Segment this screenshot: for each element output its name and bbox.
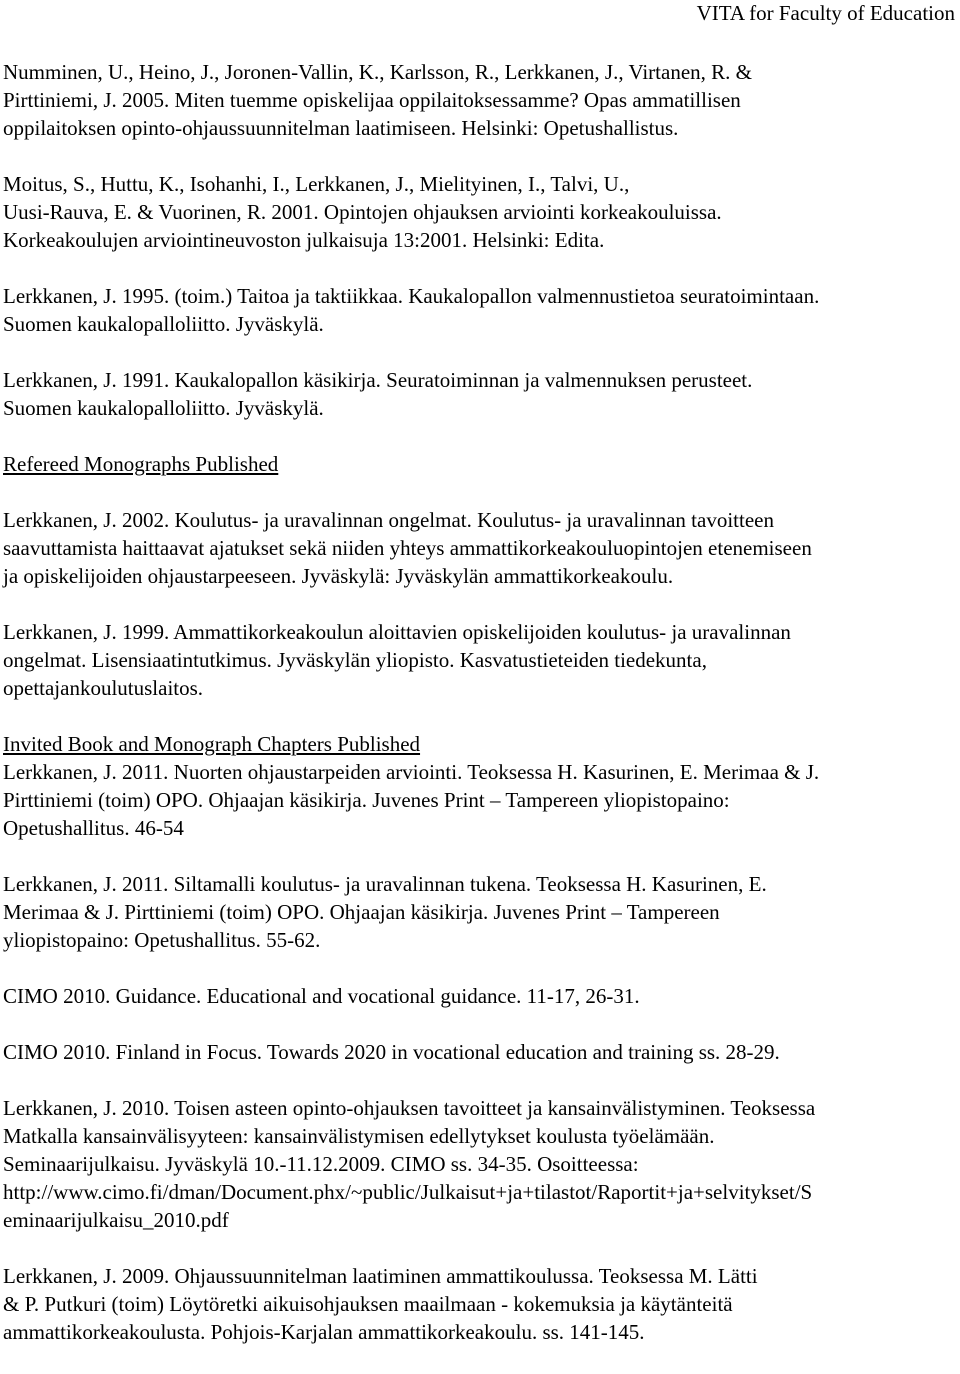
reference-entry [3,58,957,142]
reference-line: Matkalla kansainvälisyyteen: kansainvälistymisen edellytykset koulusta työelämään. [3,1124,715,1148]
section-heading-refereed-monographs: Refereed Monographs Published [3,452,279,476]
reference-entry [3,618,957,702]
reference-line: Opetushallitus. 46-54 [3,816,184,840]
reference-entry [3,1262,957,1346]
reference-line: Uusi-Rauva, E. & Vuorinen, R. 2001. Opintojen ohjauksen arviointi korkeakouluissa. [3,200,722,224]
reference-line: Lerkkanen, J. 2011. Siltamalli koulutus- ja uravalinnan tukena. Teoksessa H. Kasurinen, E. [3,872,767,896]
reference-entry [3,1038,957,1066]
document-body [3,58,957,1374]
reference-entry [3,282,957,338]
reference-line: Numminen, U., Heino, J., Joronen-Vallin, K., Karlsson, R., Lerkkanen, J., Virtanen, R. & [3,60,752,84]
reference-line: Lerkkanen, J. 1991. Kaukalopallon käsikirja. Seuratoiminnan ja valmennuksen perusteet. [3,368,753,392]
reference-line: Pirttiniemi, J. 2005. Miten tuemme opiskelijaa oppilaitoksessamme? Opas ammatillisen [3,88,741,112]
reference-entry [3,366,957,422]
reference-url-line: http://www.cimo.fi/dman/Document.phx/~public/Julkaisut+ja+tilastot/Raportit+ja+selvitykset/S [3,1180,813,1204]
reference-line: Suomen kaukalopalloliitto. Jyväskylä. [3,396,324,420]
running-header: VITA for Faculty of Education [696,1,955,25]
reference-entry [3,870,957,954]
reference-line: Lerkkanen, J. 1995. (toim.) Taitoa ja taktiikkaa. Kaukalopallon valmennustietoa seuratoimintaan. [3,284,820,308]
reference-line: Suomen kaukalopalloliitto. Jyväskylä. [3,312,324,336]
reference-entry [3,758,957,842]
reference-line: Lerkkanen, J. 2010. Toisen asteen opinto-ohjauksen tavoitteet ja kansainvälistyminen. Teoksessa [3,1096,816,1120]
reference-line: Lerkkanen, J. 2011. Nuorten ohjaustarpeiden arviointi. Teoksessa H. Kasurinen, E. Merimaa & J. [3,760,820,784]
reference-line: CIMO 2010. Finland in Focus. Towards 2020 in vocational education and training ss. 28-29. [3,1040,780,1064]
reference-line: saavuttamista haittaavat ajatukset sekä niiden yhteys ammattikorkeakouluopintojen etenemiseen [3,536,812,560]
reference-line: Lerkkanen, J. 2009. Ohjaussuunnitelman laatiminen ammattikoulussa. Teoksessa M. Lätti [3,1264,758,1288]
reference-line: Korkeakoulujen arviointineuvoston julkaisuja 13:2001. Helsinki: Edita. [3,228,605,252]
reference-line: Lerkkanen, J. 1999. Ammattikorkeakoulun aloittavien opiskelijoiden koulutus- ja uravalinnan [3,620,791,644]
reference-line: CIMO 2010. Guidance. Educational and vocational guidance. 11-17, 26-31. [3,984,640,1008]
reference-line: ongelmat. Lisensiaatintutkimus. Jyväskylän yliopisto. Kasvatustieteiden tiedekunta, [3,648,707,672]
reference-line: Pirttiniemi (toim) OPO. Ohjaajan käsikirja. Juvenes Print – Tampereen yliopistopaino: [3,788,730,812]
reference-entry [3,1094,957,1234]
reference-line: oppilaitoksen opinto-ohjaussuunnitelman laatimiseen. Helsinki: Opetushallistus. [3,116,679,140]
reference-line: yliopistopaino: Opetushallitus. 55-62. [3,928,321,952]
reference-line: Seminaarijulkaisu. Jyväskylä 10.-11.12.2009. CIMO ss. 34-35. Osoitteessa: [3,1152,639,1176]
reference-line: Moitus, S., Huttu, K., Isohanhi, I., Lerkkanen, J., Mielityinen, I., Talvi, U., [3,172,630,196]
section-heading-invited-chapters: Invited Book and Monograph Chapters Published [3,732,421,756]
reference-entry [3,982,957,1010]
reference-line: opettajankoulutuslaitos. [3,676,204,700]
reference-line: ja opiskelijoiden ohjaustarpeeseen. Jyväskylä: Jyväskylän ammattikorkeakoulu. [3,564,674,588]
reference-entry [3,170,957,254]
reference-line: & P. Putkuri (toim) Löytöretki aikuisohjauksen maailmaan - kokemuksia ja käytänteitä [3,1292,733,1316]
reference-line: ammattikorkeakoulusta. Pohjois-Karjalan ammattikorkeakoulu. ss. 141-145. [3,1320,645,1344]
reference-line: Lerkkanen, J. 2002. Koulutus- ja uravalinnan ongelmat. Koulutus- ja uravalinnan tavoitteen [3,508,774,532]
reference-entry [3,506,957,590]
reference-line: Merimaa & J. Pirttiniemi (toim) OPO. Ohjaajan käsikirja. Juvenes Print – Tampereen [3,900,720,924]
reference-url-line: eminaarijulkaisu_2010.pdf [3,1208,229,1232]
